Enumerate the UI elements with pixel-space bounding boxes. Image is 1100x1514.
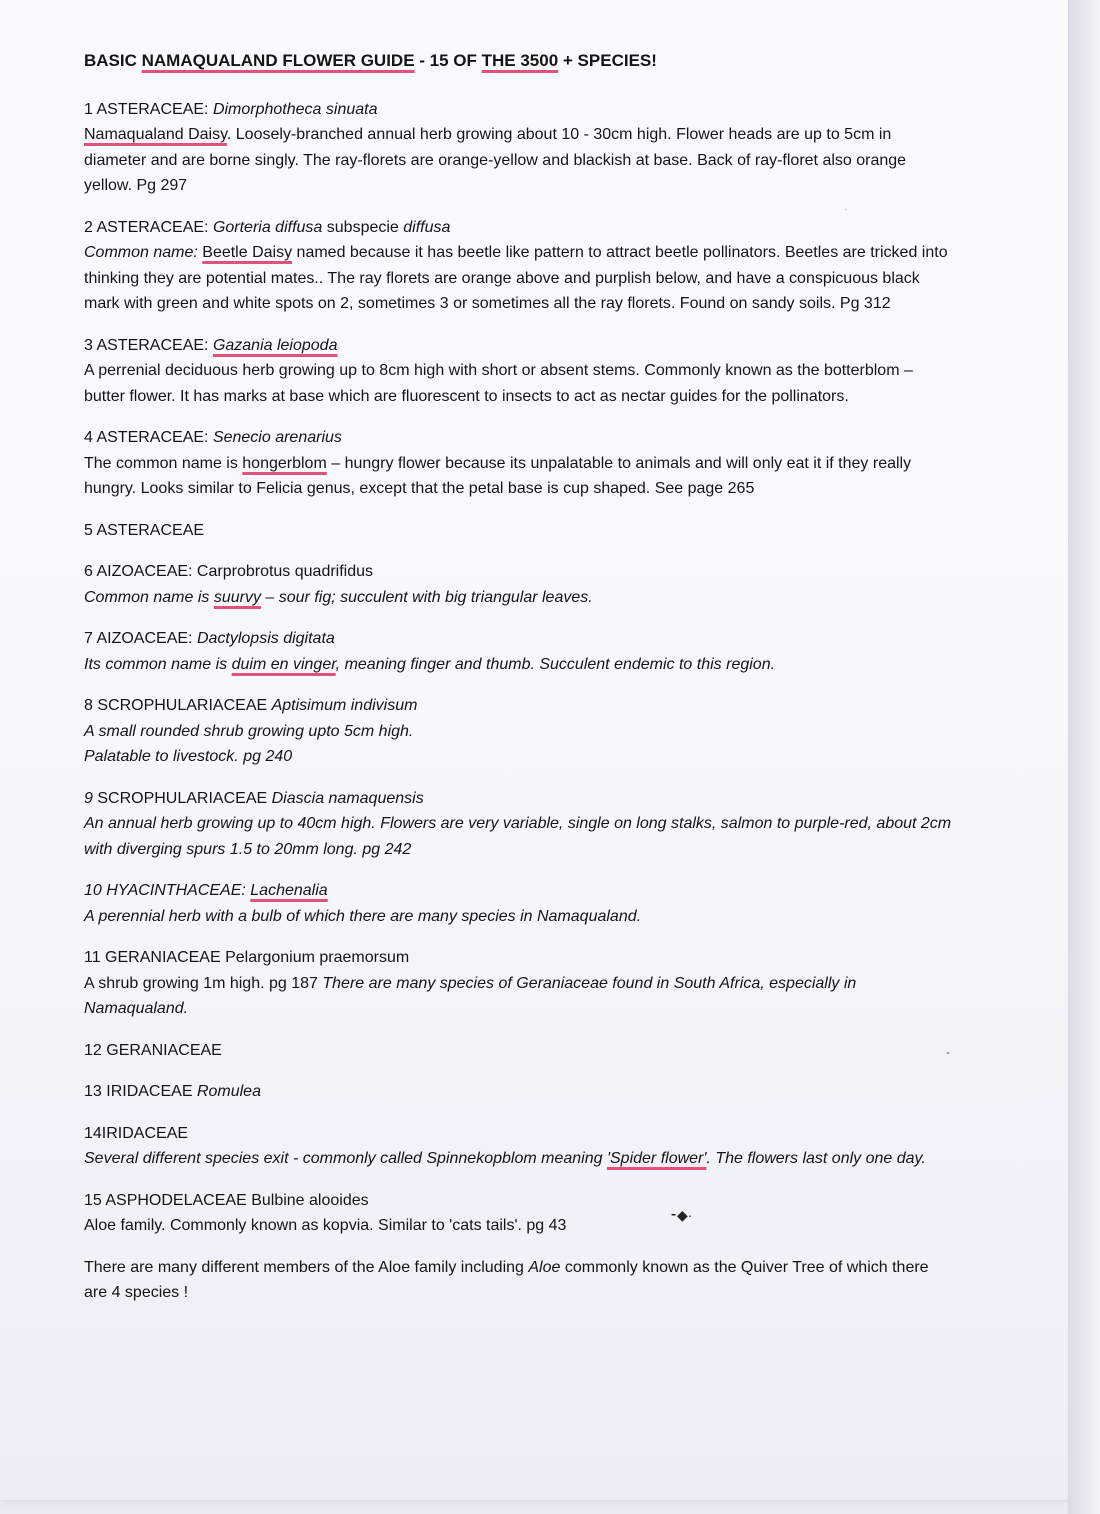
margin-mark: - <box>946 1045 950 1059</box>
entry-heading: 10 HYACINTHACEAE: Lachenalia <box>84 882 328 899</box>
species-entry-12 <box>84 1038 954 1064</box>
entry-description: A shrub growing 1m high. pg 187 There are many species of Geraniaceae found in South Africa, especially in Namaqualand. <box>84 974 857 1017</box>
species-entry-4 <box>84 425 954 502</box>
species-entry-7 <box>84 626 954 677</box>
species-entry-1 <box>84 97 954 199</box>
entry-heading: 7 AIZOACEAE: Dactylopsis digitata <box>84 630 335 647</box>
species-entry-3 <box>84 333 954 410</box>
entry-heading: 2 ASTERACEAE: Gorteria diffusa subspecie diffusa <box>84 218 451 236</box>
entry-heading: 6 AIZOACEAE: Carprobrotus quadrifidus <box>84 563 374 580</box>
closing-note <box>84 1255 954 1306</box>
entry-description: A small rounded shrub growing upto 5cm high. <box>84 722 414 740</box>
entry-heading: 4 ASTERACEAE: Senecio arenarius <box>84 429 342 446</box>
species-entry-13 <box>84 1079 954 1105</box>
entry-heading: 12 GERANIACEAE <box>84 1041 222 1059</box>
species-entry-8 <box>84 693 954 770</box>
entry-description: The common name is hongerblom – hungry flower because its unpalatable to animals and will only eat it if they really hungry. Looks similar to Felicia genus, except that the petal base is cup shaped. See page 265 <box>84 454 912 497</box>
dust-mark: · <box>844 205 847 214</box>
document-body <box>84 48 954 1322</box>
species-entry-6 <box>84 559 954 610</box>
entry-description: Common name: Beetle Daisy named because it has beetle like pattern to attract beetle pollinators. Beetles are tricked into thinking they are potential mates.. The ray florets are orange above and purplish below, and have a conspicuous black mark with green and white spots on 2, sometimes 3 or sometimes all the ray florets. Found on sandy soils. Pg 312 <box>84 244 948 312</box>
entry-description: Its common name is duim en vinger, meaning finger and thumb. Succulent endemic to this region. <box>84 655 776 673</box>
entry-heading: 15 ASPHODELACEAE Bulbine alooides <box>84 1191 369 1209</box>
species-entry-2 <box>84 215 954 317</box>
species-entry-11 <box>84 945 954 1022</box>
entry-description: A perrenial deciduous herb growing up to 8cm high with short or absent stems. Commonly known as the botterblom – butter flower. It has marks at base which are fluorescent to insects to act as nectar guides for the pollinators. <box>84 362 913 405</box>
entry-description: An annual herb growing up to 40cm high. Flowers are very variable, single on long stalks, salmon to purple-red, about 2cm with diverging spurs 1.5 to 20mm long. pg 242 <box>84 815 952 858</box>
page-edge <box>1068 0 1100 1514</box>
closing-text: There are many different members of the Aloe family including Aloe commonly known as the Quiver Tree of which there are 4 species ! <box>84 1258 929 1301</box>
entry-heading: 1 ASTERACEAE: Dimorphotheca sinuata <box>84 100 378 118</box>
entry-heading: 8 SCROPHULARIACEAE Aptisimum indivisum <box>84 697 418 714</box>
species-entry-15 <box>84 1188 954 1239</box>
entry-heading: 11 GERANIACEAE Pelargonium praemorsum <box>84 949 410 966</box>
page-title: BASIC NAMAQUALAND FLOWER GUIDE - 15 OF THE 3500 + SPECIES! <box>84 51 657 70</box>
entry-description: Namaqualand Daisy. Loosely-branched annual herb growing about 10 - 30cm high. Flower heads are up to 5cm in diameter and are borne singly. The ray-florets are orange-yellow and blackish at base. Back of ray-floret also orange yellow. Pg 297 <box>84 126 907 194</box>
species-entry-9 <box>84 786 954 863</box>
entry-heading: 3 ASTERACEAE: Gazania leiopoda <box>84 336 338 354</box>
ink-speck: ⁃◆· <box>670 1207 693 1223</box>
entry-description: Aloe family. Commonly known as kopvia. Similar to 'cats tails'. pg 43 <box>84 1217 567 1234</box>
entry-description: Common name is suurvy – sour fig; succulent with big triangular leaves. <box>84 588 593 606</box>
entry-description: Several different species exit - commonly called Spinnekopblom meaning 'Spider flower'. The flowers last only one day. <box>84 1150 926 1167</box>
entry-heading: 14IRIDACEAE <box>84 1124 189 1142</box>
entry-description-2: Palatable to livestock. pg 240 <box>84 748 293 765</box>
entry-heading: 13 IRIDACEAE Romulea <box>84 1083 261 1100</box>
species-entry-14 <box>84 1121 954 1172</box>
entry-heading: 5 ASTERACEAE <box>84 521 205 539</box>
species-entry-5 <box>84 518 954 544</box>
entry-description: A perennial herb with a bulb of which there are many species in Namaqualand. <box>84 907 642 925</box>
species-entry-10 <box>84 878 954 929</box>
entry-heading: 9 SCROPHULARIACEAE Diascia namaquensis <box>84 789 424 807</box>
